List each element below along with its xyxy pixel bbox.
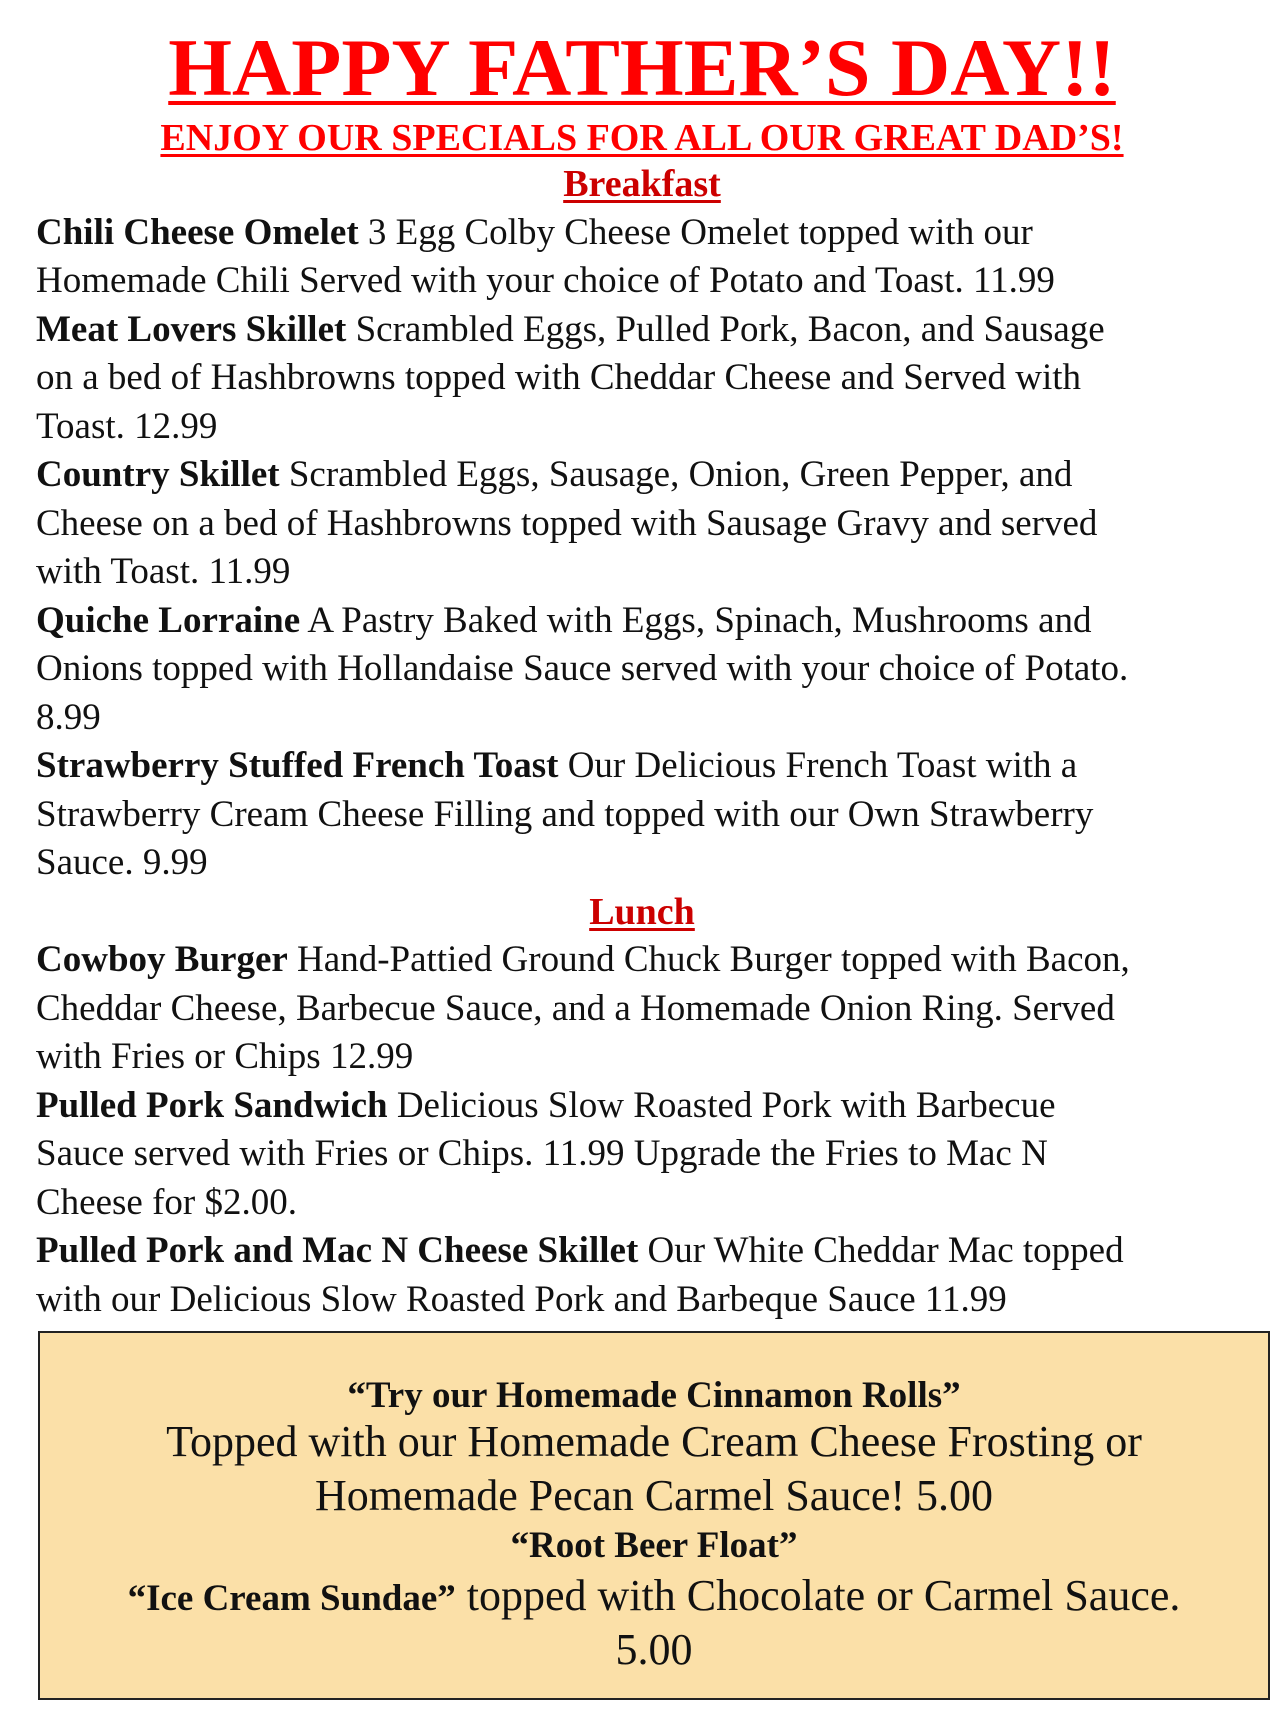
menu-item [36, 306, 1276, 452]
menu-item-description: Scrambled Eggs, Pulled Pork, Bacon, and Sausage on a bed of Hashbrowns topped with Cheddar Cheese and Served with Toast. 12.99 [36, 308, 1105, 447]
menu-item-name: Pulled Pork and Mac N Cheese Skillet [36, 1230, 639, 1271]
menu-item-name: Pulled Pork Sandwich [36, 1084, 388, 1126]
menu-item-description: Our Delicious French Toast with a Strawberry Cream Cheese Filling and topped with our Own Strawberry Sauce. 9.99 [36, 745, 1094, 883]
menu-item [36, 451, 1276, 597]
menu-item-description: Our White Cheddar Mac topped with our Delicious Slow Roasted Pork and Barbeque Sauce 11.99 [36, 1230, 1124, 1320]
menu-item [36, 597, 1276, 743]
ice-cream-sundae-description: topped with Chocolate or Carmel Sauce. [455, 1571, 1181, 1620]
cinnamon-rolls-description-2: Homemade Pecan Carmel Sauce! 5.00 [314, 1471, 994, 1520]
ice-cream-sundae-title: “Ice Cream Sundae” [127, 1578, 456, 1619]
menu-item [36, 209, 1276, 306]
menu-item-description: Scrambled Eggs, Sausage, Onion, Green Pepper, and Cheese on a bed of Hashbrowns topped with Sausage Gravy and served with Toast. 11.99 [36, 454, 1098, 592]
menu-item-name: Quiche Lorraine [36, 599, 301, 641]
root-beer-float-title: “Root Beer Float” [510, 1525, 798, 1566]
breakfast-heading: Breakfast [563, 163, 721, 205]
menu-item-name: Strawberry Stuffed French Toast [36, 745, 559, 786]
menu-item-name: Meat Lovers Skillet [36, 308, 347, 350]
menu-item [36, 1227, 1276, 1324]
dessert-specials-box [38, 1331, 1270, 1700]
menu-item-name: Chili Cheese Omelet [36, 211, 359, 253]
menu-item-name: Cowboy Burger [36, 939, 288, 980]
menu-item [36, 742, 1276, 888]
menu-item [36, 936, 1276, 1082]
menu-item-description: 3 Egg Colby Cheese Omelet topped with our Homemade Chili Served with your choice of Potato and Toast. 11.99 [36, 211, 1055, 301]
page-title: HAPPY FATHER’S DAY!! [168, 22, 1116, 113]
menu-item-description: Hand-Pattied Ground Chuck Burger topped with Bacon, Cheddar Cheese, Barbecue Sauce, and a Homemade Onion Ring. Served with Fries or Chips 12.99 [36, 939, 1130, 1077]
menu-item-name: Country Skillet [36, 454, 280, 495]
menu-item-description: A Pastry Baked with Eggs, Spinach, Mushrooms and Onions topped with Hollandaise Sauce served with your choice of Potato. 8.99 [36, 599, 1129, 738]
lunch-heading: Lunch [589, 890, 695, 933]
page-subtitle: ENJOY OUR SPECIALS FOR ALL OUR GREAT DAD’S! [160, 117, 1124, 159]
ice-cream-sundae-price: 5.00 [615, 1625, 693, 1674]
menu-list [36, 160, 1276, 1324]
cinnamon-rolls-title: “Try our Homemade Cinnamon Rolls” [347, 1375, 961, 1416]
menu-item [36, 1082, 1276, 1228]
cinnamon-rolls-description: Topped with our Homemade Cream Cheese Frosting or [166, 1417, 1142, 1466]
menu-item-description: Delicious Slow Roasted Pork with Barbecue Sauce served with Fries or Chips. 11.99 Upgrade the Fries to Mac N Cheese for $2.00. [36, 1084, 1056, 1223]
